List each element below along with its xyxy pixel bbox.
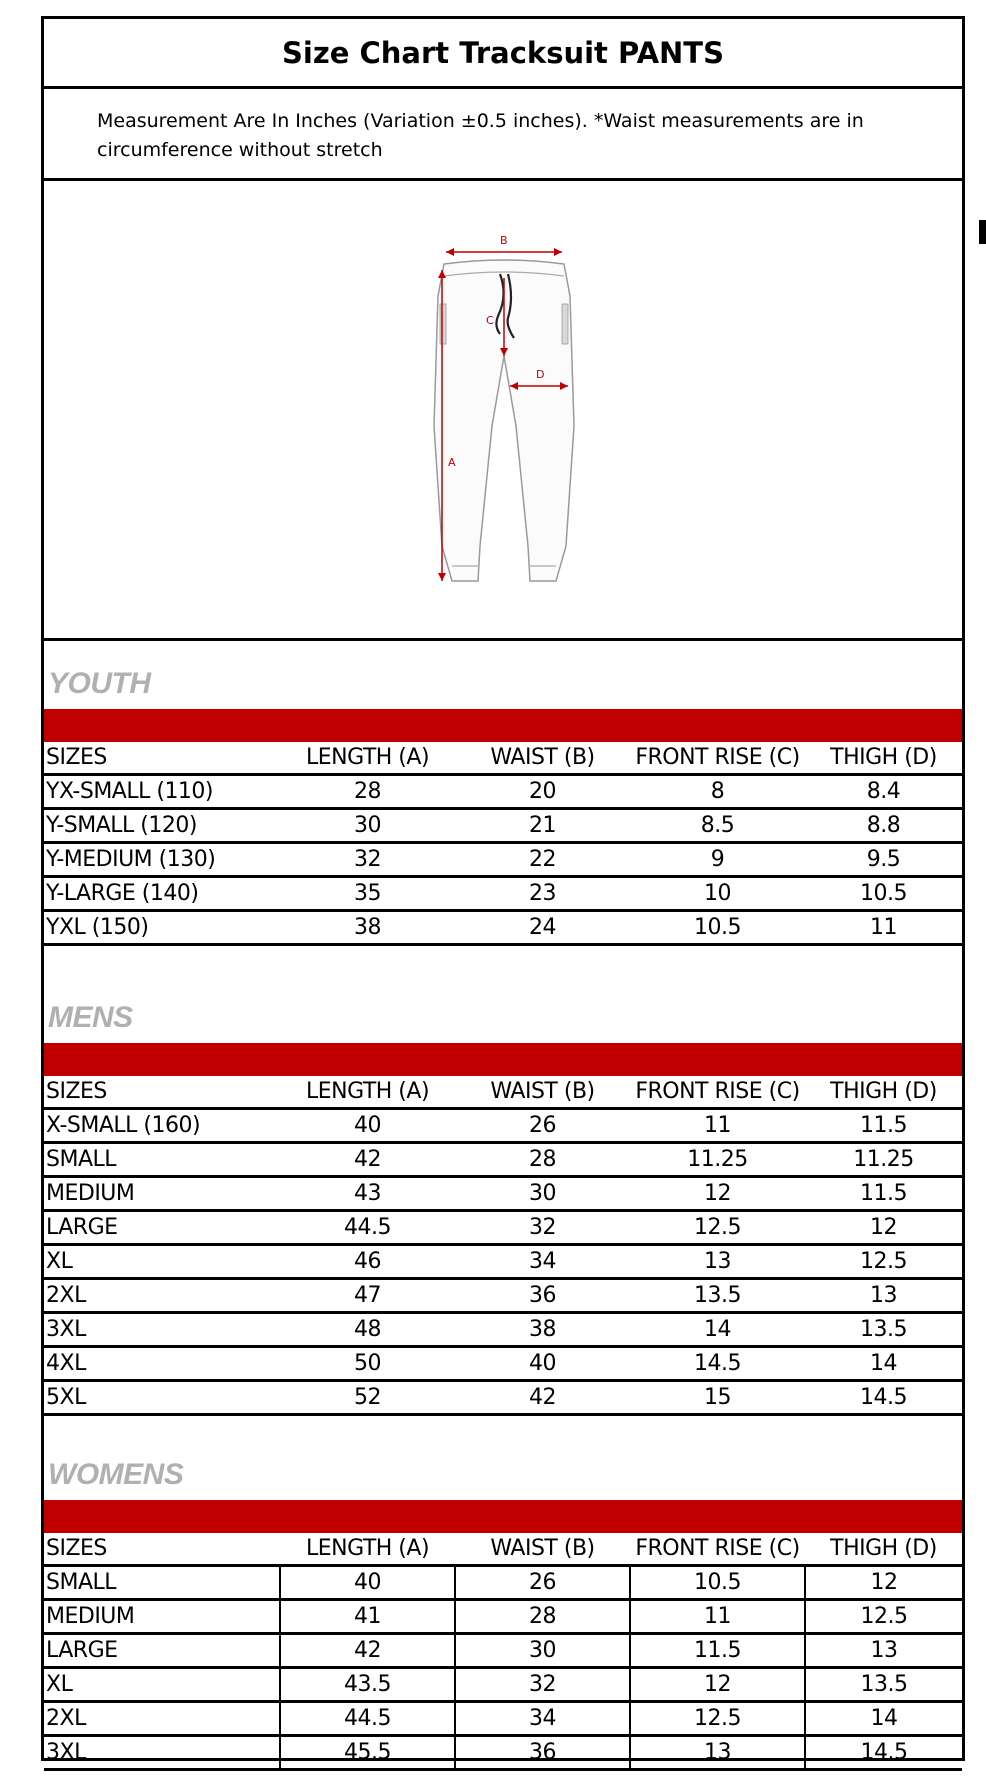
size-cell: XL	[44, 1245, 280, 1279]
thigh-cell: 11.5	[805, 1177, 962, 1211]
thigh-cell: 9.5	[805, 843, 962, 877]
front-rise-cell: 8.5	[630, 809, 805, 843]
table-row	[44, 1668, 962, 1702]
length-cell: 35	[280, 877, 455, 911]
table-row	[44, 1736, 962, 1770]
table-row	[44, 1634, 962, 1668]
section-title-youth: YOUTH	[48, 667, 151, 700]
size-cell: Y-LARGE (140)	[44, 877, 280, 911]
waist-cell: 30	[455, 1634, 630, 1668]
table-row	[44, 775, 962, 809]
header-length: LENGTH (A)	[280, 742, 455, 775]
thigh-cell: 8.8	[805, 809, 962, 843]
table-row	[44, 1109, 962, 1143]
size-cell: YX-SMALL (110)	[44, 775, 280, 809]
waist-cell: 22	[455, 843, 630, 877]
waist-cell: 30	[455, 1177, 630, 1211]
waist-cell: 28	[455, 1143, 630, 1177]
size-cell: X-SMALL (160)	[44, 1109, 280, 1143]
section-title-womens: WOMENS	[48, 1458, 184, 1491]
length-cell: 50	[280, 1347, 455, 1381]
waist-cell: 34	[455, 1702, 630, 1736]
thigh-cell: 13.5	[805, 1313, 962, 1347]
length-cell: 38	[280, 911, 455, 945]
size-cell: XL	[44, 1668, 280, 1702]
table-row	[44, 911, 962, 945]
table-row	[44, 1381, 962, 1415]
left-pocket-zip	[440, 304, 446, 344]
waist-cell: 32	[455, 1211, 630, 1245]
mens-size-table	[44, 1076, 962, 1416]
waist-cell: 32	[455, 1668, 630, 1702]
header-waist: WAIST (B)	[455, 1076, 630, 1109]
length-cell: 42	[280, 1143, 455, 1177]
front-rise-cell: 14	[630, 1313, 805, 1347]
front-rise-cell: 14.5	[630, 1347, 805, 1381]
header-front-rise: FRONT RISE (C)	[630, 1533, 805, 1566]
header-thigh: THIGH (D)	[805, 1533, 962, 1566]
length-cell: 30	[280, 809, 455, 843]
thigh-cell: 13	[805, 1279, 962, 1313]
thigh-cell: 11.5	[805, 1109, 962, 1143]
size-cell: 3XL	[44, 1313, 280, 1347]
length-cell: 52	[280, 1381, 455, 1415]
header-thigh: THIGH (D)	[805, 742, 962, 775]
table-row	[44, 1177, 962, 1211]
measurement-note: Measurement Are In Inches (Variation ±0.5 inches). *Waist measurements are in circumference without stretch	[44, 89, 962, 181]
table-row	[44, 1313, 962, 1347]
size-cell: SMALL	[44, 1566, 280, 1600]
size-cell: 2XL	[44, 1702, 280, 1736]
waist-cell: 20	[455, 775, 630, 809]
size-cell: MEDIUM	[44, 1600, 280, 1634]
size-cell: Y-SMALL (120)	[44, 809, 280, 843]
thigh-cell: 8.4	[805, 775, 962, 809]
header-thigh: THIGH (D)	[805, 1076, 962, 1109]
size-cell: SMALL	[44, 1143, 280, 1177]
header-sizes: SIZES	[44, 1076, 280, 1109]
thigh-cell: 12.5	[805, 1245, 962, 1279]
thigh-cell: 14	[805, 1347, 962, 1381]
front-rise-cell: 11.25	[630, 1143, 805, 1177]
table-row	[44, 1245, 962, 1279]
front-rise-cell: 12	[630, 1177, 805, 1211]
front-rise-cell: 13.5	[630, 1279, 805, 1313]
length-cell: 47	[280, 1279, 455, 1313]
waist-cell: 24	[455, 911, 630, 945]
header-length: LENGTH (A)	[280, 1533, 455, 1566]
front-rise-cell: 15	[630, 1381, 805, 1415]
label-c: C	[486, 314, 494, 327]
front-rise-cell: 10.5	[630, 1566, 805, 1600]
youth-red-bar	[44, 709, 962, 742]
thigh-cell: 12	[805, 1211, 962, 1245]
section-title-mens: MENS	[48, 1001, 133, 1034]
length-cell: 40	[280, 1109, 455, 1143]
waist-cell: 36	[455, 1736, 630, 1770]
front-rise-cell: 11.5	[630, 1634, 805, 1668]
thigh-cell: 12	[805, 1566, 962, 1600]
waist-cell: 42	[455, 1381, 630, 1415]
size-cell: YXL (150)	[44, 911, 280, 945]
pants-diagram	[44, 181, 962, 641]
length-cell: 43	[280, 1177, 455, 1211]
front-rise-cell: 10	[630, 877, 805, 911]
front-rise-cell: 12.5	[630, 1211, 805, 1245]
length-cell: 28	[280, 775, 455, 809]
waist-cell: 28	[455, 1600, 630, 1634]
table-row	[44, 843, 962, 877]
length-cell: 44.5	[280, 1211, 455, 1245]
front-rise-cell: 12	[630, 1668, 805, 1702]
length-cell: 32	[280, 843, 455, 877]
thigh-cell: 14	[805, 1702, 962, 1736]
length-cell: 40	[280, 1566, 455, 1600]
header-sizes: SIZES	[44, 1533, 280, 1566]
length-cell: 48	[280, 1313, 455, 1347]
header-front-rise: FRONT RISE (C)	[630, 742, 805, 775]
right-pocket-zip	[562, 304, 568, 344]
length-cell: 45.5	[280, 1736, 455, 1770]
front-rise-cell: 12.5	[630, 1702, 805, 1736]
waist-cell: 26	[455, 1109, 630, 1143]
edge-marker	[979, 220, 986, 244]
thigh-cell: 13.5	[805, 1668, 962, 1702]
mens-red-bar	[44, 1043, 962, 1076]
table-row	[44, 1279, 962, 1313]
front-rise-cell: 9	[630, 843, 805, 877]
table-row	[44, 1566, 962, 1600]
thigh-cell: 11	[805, 911, 962, 945]
header-sizes: SIZES	[44, 742, 280, 775]
thigh-cell: 10.5	[805, 877, 962, 911]
size-cell: Y-MEDIUM (130)	[44, 843, 280, 877]
waist-cell: 40	[455, 1347, 630, 1381]
thigh-cell: 11.25	[805, 1143, 962, 1177]
table-header-row	[44, 742, 962, 775]
pants-illustration	[404, 226, 604, 606]
length-cell: 42	[280, 1634, 455, 1668]
size-cell: 3XL	[44, 1736, 280, 1770]
table-row	[44, 1347, 962, 1381]
size-chart-frame	[41, 16, 965, 1765]
length-cell: 46	[280, 1245, 455, 1279]
thigh-cell: 14.5	[805, 1736, 962, 1770]
waist-cell: 36	[455, 1279, 630, 1313]
youth-size-table	[44, 742, 962, 946]
table-header-row	[44, 1076, 962, 1109]
table-row	[44, 1600, 962, 1634]
table-row	[44, 809, 962, 843]
size-cell: 5XL	[44, 1381, 280, 1415]
length-cell: 41	[280, 1600, 455, 1634]
table-row	[44, 1702, 962, 1736]
front-rise-cell: 10.5	[630, 911, 805, 945]
label-a: A	[448, 456, 456, 469]
waist-cell: 38	[455, 1313, 630, 1347]
size-cell: 2XL	[44, 1279, 280, 1313]
table-row	[44, 877, 962, 911]
waist-cell: 26	[455, 1566, 630, 1600]
size-cell: 4XL	[44, 1347, 280, 1381]
front-rise-cell: 13	[630, 1245, 805, 1279]
front-rise-cell: 11	[630, 1109, 805, 1143]
waist-cell: 34	[455, 1245, 630, 1279]
womens-size-table	[44, 1533, 962, 1771]
size-cell: MEDIUM	[44, 1177, 280, 1211]
table-header-row	[44, 1533, 962, 1566]
header-waist: WAIST (B)	[455, 742, 630, 775]
size-cell: LARGE	[44, 1211, 280, 1245]
thigh-cell: 13	[805, 1634, 962, 1668]
front-rise-cell: 8	[630, 775, 805, 809]
label-b: B	[500, 234, 508, 247]
label-d: D	[536, 368, 545, 381]
length-cell: 43.5	[280, 1668, 455, 1702]
table-row	[44, 1211, 962, 1245]
thigh-cell: 12.5	[805, 1600, 962, 1634]
thigh-cell: 14.5	[805, 1381, 962, 1415]
waist-cell: 23	[455, 877, 630, 911]
front-rise-cell: 13	[630, 1736, 805, 1770]
waist-cell: 21	[455, 809, 630, 843]
header-front-rise: FRONT RISE (C)	[630, 1076, 805, 1109]
length-cell: 44.5	[280, 1702, 455, 1736]
page-title: Size Chart Tracksuit PANTS	[44, 19, 962, 89]
front-rise-cell: 11	[630, 1600, 805, 1634]
size-cell: LARGE	[44, 1634, 280, 1668]
table-row	[44, 1143, 962, 1177]
womens-red-bar	[44, 1500, 962, 1533]
header-length: LENGTH (A)	[280, 1076, 455, 1109]
header-waist: WAIST (B)	[455, 1533, 630, 1566]
